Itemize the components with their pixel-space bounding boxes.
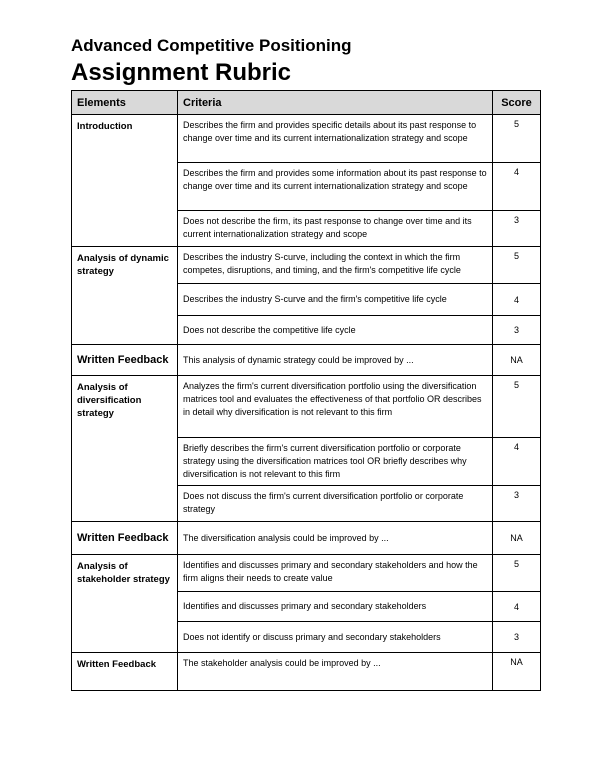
table-row — [72, 555, 541, 592]
score-cell: 3 — [493, 486, 541, 522]
criteria-cell: Identifies and discusses primary and secondary stakeholders and how the firm aligns their needs to create value — [178, 555, 493, 592]
element-cell: Analysis of stakeholder strategy — [72, 555, 178, 653]
criteria-cell: Describes the firm and provides some information about its past response to change over time and its current internationalization strategy and scope — [178, 163, 493, 211]
score-cell: 3 — [493, 316, 541, 345]
criteria-cell: Briefly describes the firm's current diversification portfolio or corporate strategy using the diversification matrices tool OR briefly describes why diversification is not relevant to this firm — [178, 438, 493, 486]
criteria-cell: Identifies and discusses primary and secondary stakeholders — [178, 592, 493, 622]
criteria-cell: Describes the industry S-curve and the firm's competitive life cycle — [178, 284, 493, 316]
score-cell: 5 — [493, 115, 541, 163]
document-title: Assignment Rubric — [71, 59, 292, 86]
score-cell: 3 — [493, 622, 541, 653]
score-cell: NA — [493, 653, 541, 691]
criteria-cell: Does not describe the competitive life cycle — [178, 316, 493, 345]
element-cell: Written Feedback — [72, 653, 178, 691]
score-cell: 5 — [493, 555, 541, 592]
document-subtitle: Advanced Competitive Positioning — [71, 36, 352, 55]
table-header-row — [72, 91, 541, 115]
criteria-cell: Analyzes the firm's current diversification portfolio using the diversification matrices tool and evaluates the effectiveness of that portfolio OR describes in detail why diversification is not relevant to this firm — [178, 376, 493, 438]
element-cell: Written Feedback — [72, 522, 178, 555]
table-row — [72, 522, 541, 555]
score-cell: NA — [493, 522, 541, 555]
element-cell: Analysis of diversification strategy — [72, 376, 178, 522]
criteria-cell: Describes the industry S-curve, including the context in which the firm competes, disruptions, and timing, and the firm's competitive life cycle — [178, 247, 493, 284]
score-cell: NA — [493, 345, 541, 376]
element-cell: Written Feedback — [72, 345, 178, 376]
criteria-cell: Does not describe the firm, its past response to change over time and its current internationalization strategy and scope — [178, 211, 493, 247]
score-cell: 5 — [493, 247, 541, 284]
criteria-cell: The stakeholder analysis could be improved by ... — [178, 653, 493, 691]
rubric-table — [71, 90, 541, 691]
score-cell: 4 — [493, 438, 541, 486]
table-row — [72, 376, 541, 438]
criteria-cell: Does not discuss the firm's current diversification portfolio or corporate strategy — [178, 486, 493, 522]
criteria-cell: Describes the firm and provides specific details about its past response to change over time and its current internationalization strategy and scope — [178, 115, 493, 163]
score-cell: 5 — [493, 376, 541, 438]
table-row — [72, 653, 541, 691]
table-row — [72, 115, 541, 163]
element-cell: Analysis of dynamic strategy — [72, 247, 178, 345]
column-header-criteria: Criteria — [178, 91, 493, 115]
column-header-elements: Elements — [72, 91, 178, 115]
table-row — [72, 345, 541, 376]
score-cell: 4 — [493, 163, 541, 211]
table-row — [72, 247, 541, 284]
score-cell: 3 — [493, 211, 541, 247]
column-header-score: Score — [493, 91, 541, 115]
score-cell: 4 — [493, 284, 541, 316]
criteria-cell: The diversification analysis could be improved by ... — [178, 522, 493, 555]
score-cell: 4 — [493, 592, 541, 622]
criteria-cell: This analysis of dynamic strategy could be improved by ... — [178, 345, 493, 376]
element-cell: Introduction — [72, 115, 178, 247]
criteria-cell: Does not identify or discuss primary and secondary stakeholders — [178, 622, 493, 653]
